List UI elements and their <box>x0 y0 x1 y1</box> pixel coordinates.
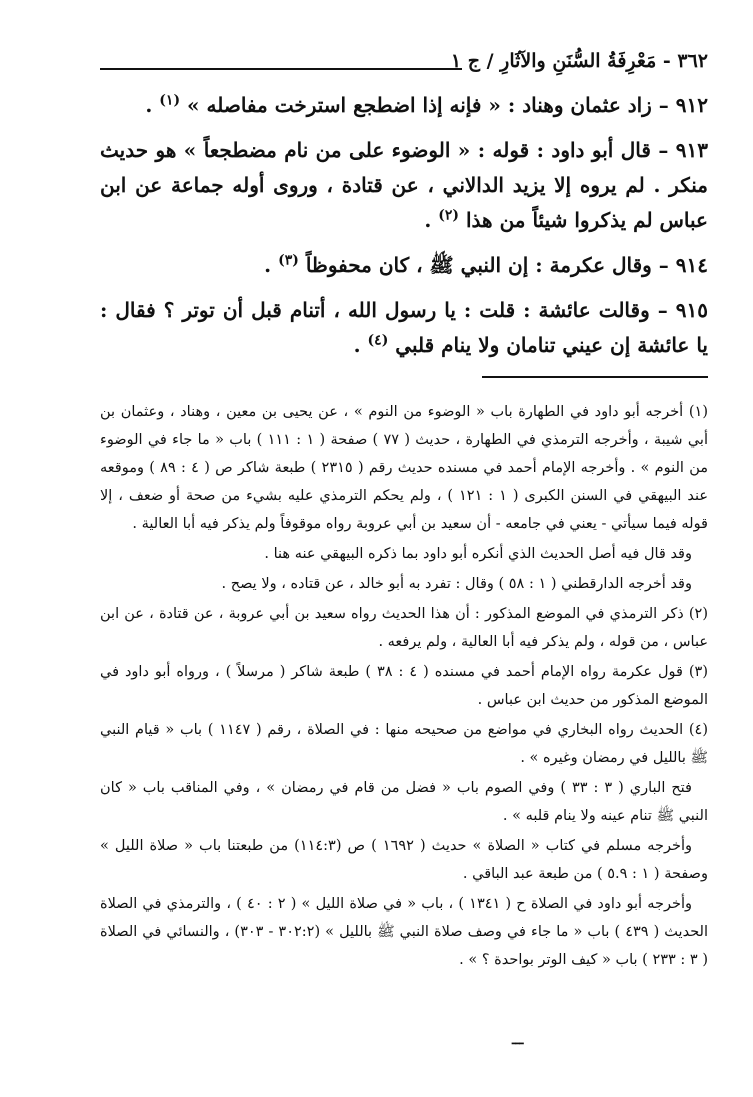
hadith-text: ٩١٥ – وقالت عائشة : قلت : يا رسول الله ، أتنام قبل أن توتر ؟ فقال : يا عائشة إن عيني تنامان ولا ينام قلبي <box>100 298 708 357</box>
footnote-4-sunan: وأخرجه أبو داود في الصلاة ح ( ١٣٤١ ) ، باب « في صلاة الليل » ( ٢ : ٤٠ ) ، والترمذي في الصلاة الحديث ( ٤٣٩ ) باب « ما جاء في وصف صلاة النبي ﷺ بالليل » (٣٠٢:٢ - ٣٠٣) ، والنسائي في الصلاة ( ٣ : ٢٣٣ ) باب « كيف الوتر بواحدة ؟ » . <box>100 896 708 968</box>
footnote-4-muslim: وأخرجه مسلم في كتاب « الصلاة » حديث ( ١٦٩٢ ) ص (١١٤:٣) من طبعتنا باب « صلاة الليل » وصفحة ( ١ : ٥.٩ ) من طبعة عبد الباقي . <box>100 838 708 882</box>
page-header <box>100 50 708 80</box>
header-rule <box>100 68 462 70</box>
hadith-tail: . <box>264 253 272 277</box>
hadith-912 <box>100 88 708 123</box>
footnote-ref-2: (٢) <box>438 207 460 224</box>
page-mark: ـــ <box>512 1033 524 1048</box>
hadith-text: ٩١٣ – قال أبو داود : قوله : « الوضوء على من نام مضطجعاً » هو حديث منكر . لم يروه إلا يزيد الدالاني ، عن قتادة ، وروى أوله جماعة عن ابن عباس لم يذكروا شيئاً من هذا <box>100 138 708 232</box>
hadith-tail: . <box>424 208 432 232</box>
footnote-1-note-b: وقد أخرجه الدارقطني ( ١ : ٥٨ ) وقال : تفرد به أبو خالد ، عن قتاده ، ولا يصح . <box>221 576 692 592</box>
footnote-1: (١) أخرجه أبو داود في الطهارة باب « الوضوء من النوم » ، عن يحيى بن معين ، وهناد ، وعثمان بن أبي شيبة ، وأخرجه الترمذي في الطهارة ، حديث ( ٧٧ ) صفحة ( ١ : ١١١ ) باب « ما جاء في الوضوء من النوم » . وأخرجه الإمام أحمد في مسنده حديث رقم ( ٢٣١٥ ) طبعة شاكر ص ( ٤ : ٨٩ ) وموقعه عند البيهقي في السنن الكبرى ( ١ : ١٢١ ) ، ولم يحكم الترمذي عليه بشيء من صحة أو ضعف ، إلا قوله فيما سيأتي - يعني في جامعه - أن سعيد بن أبي عروبة رواه موقوفاً ولم يذكر فيه أبا العالية . <box>100 404 709 532</box>
footnote-3: (٣) قول عكرمة رواه الإمام أحمد في مسنده ( ٤ : ٣٨ ) طبعة شاكر ( مرسلاً ) ، ورواه أبو داود في الموضع المذكور من حديث ابن عباس . <box>100 664 708 708</box>
hadith-tail: . <box>145 93 153 117</box>
footnote-divider <box>482 376 708 378</box>
footnote-ref-4: (٤) <box>367 332 389 349</box>
hadith-913 <box>100 133 708 238</box>
footnotes <box>100 398 708 976</box>
footnote-2: (٢) ذكر الترمذي في الموضع المذكور : أن هذا الحديث رواه سعيد بن أبي عروبة ، عن قتادة ، عن ابن عباس ، من قوله ، ولم يذكر فيه أبا العالية ، ولم يرفعه . <box>100 606 708 650</box>
footnote-1-note-a: وقد قال فيه أصل الحديث الذي أنكره أبو داود بما ذكره البيهقي عنه هنا . <box>264 546 692 562</box>
hadith-text: ٩١٤ – وقال عكرمة : إن النبي ﷺ ، كان محفوظاً <box>305 253 708 277</box>
footnote-4: (٤) الحديث رواه البخاري في مواضع من صحيحه منها : في الصلاة ، رقم ( ١١٤٧ ) باب « قيام النبي ﷺ بالليل في رمضان وغيره » . <box>100 722 708 766</box>
footnote-4-fath: فتح الباري ( ٣ : ٣٣ ) وفي الصوم باب « فضل من قام في رمضان » ، وفي المناقب باب « كان النبي ﷺ تنام عينه ولا ينام قلبه » . <box>100 780 708 824</box>
footnote-ref-1: (١) <box>159 92 181 109</box>
hadith-tail: . <box>353 333 361 357</box>
hadith-text: ٩١٢ – زاد عثمان وهناد : « فإنه إذا اضطجع استرخت مفاصله » <box>187 93 708 117</box>
hadith-914 <box>100 248 708 283</box>
footnote-ref-3: (٣) <box>278 252 299 269</box>
hadith-915 <box>100 293 708 363</box>
running-title: ٣٦٢ - مَعْرِفَةُ السُّنَنِ والآثَارِ / ج ١ <box>450 50 708 72</box>
main-text <box>100 88 708 363</box>
